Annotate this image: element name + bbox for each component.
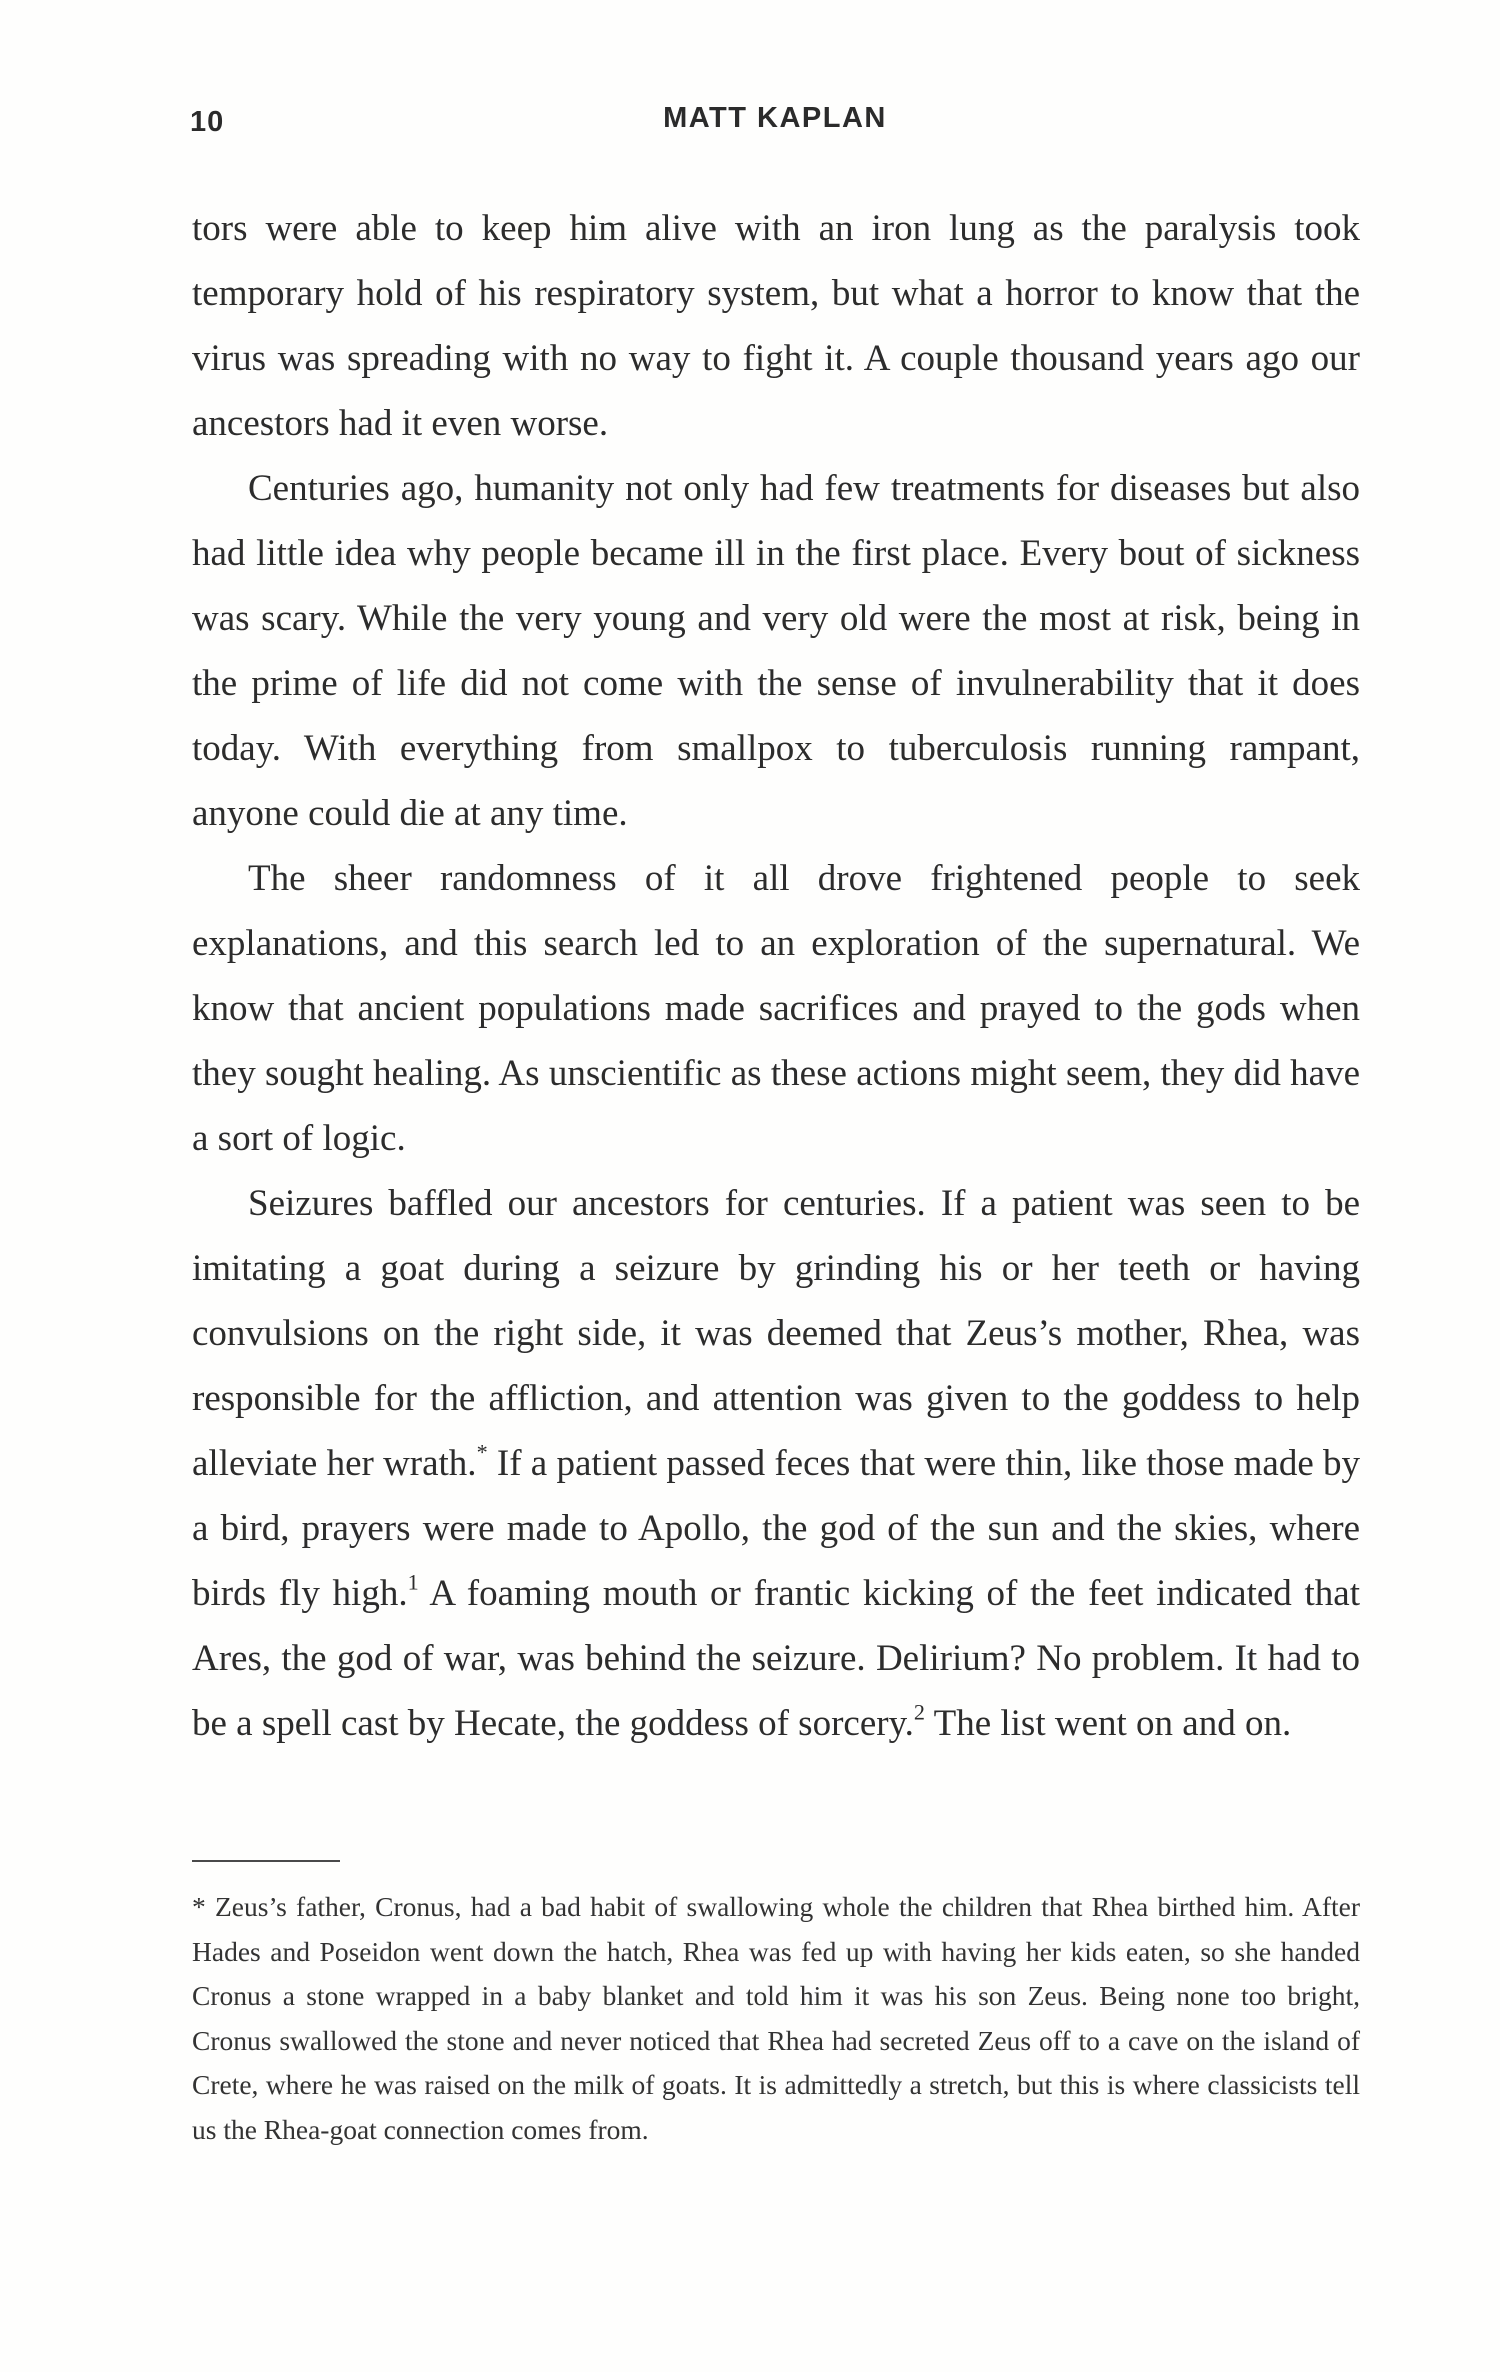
running-title: MATT KAPLAN [663,102,887,134]
footnote-divider [192,1860,340,1862]
paragraph-4 [192,1171,1360,1756]
paragraph-1: tors were able to keep him alive with an iron lung as the paralysis took temporary hold of his respiratory system, but what a horror to know that the virus was spreading with no way to fight it. A couple thousand years ago our ancestors had it even worse. [192,208,1360,444]
endnote-marker-2: 2 [913,1699,926,1725]
paragraph-4-part-3: A foaming mouth or frantic kicking of the feet indicated that Ares, the god of war, was behind the seizure. Delirium? No problem. It had to be a spell cast by Hecate, the goddess of sorcery. [192,1573,1360,1744]
footnote [192,1885,1360,2152]
page-header [190,96,1360,146]
footnote-marker-star: * [476,1439,488,1465]
body-text [192,196,1360,1756]
paragraph-4-part-4: The list went on and on. [925,1703,1292,1744]
paragraph-2: Centuries ago, humanity not only had few treatments for diseases but also had little idea why people became ill in the first place. Every bout of sickness was scary. While the very young and very old were the most at risk, being in the prime of life did not come with the sense of invulnerability that it does today. With everything from smallpox to tuberculosis running rampant, anyone could die at any time. [192,468,1360,834]
footnote-text: Zeus’s father, Cronus, had a bad habit of swallowing whole the children that Rhea birthed him. After Hades and Poseidon went down the hatch, Rhea was fed up with having her kids eaten, so she handed Cronus a stone wrapped in a baby blanket and told him it was his son Zeus. Being none too bright, Cronus swallowed the stone and never noticed that Rhea had secreted Zeus off to a cave on the island of Crete, where he was raised on the milk of goats. It is admittedly a stretch, but this is where classicists tell us the Rhea-goat connection comes from. [192,1891,1360,2145]
page-number: 10 [190,106,225,138]
paragraph-4-part-2: If a patient passed feces that were thin, like those made by a bird, prayers were made to Apollo, the god of the sun and the skies, where birds fly high. [192,1443,1361,1614]
paragraph-3: The sheer randomness of it all drove frightened people to seek explanations, and this search led to an exploration of the supernatural. We know that ancient populations made sacrifices and prayed to the gods when they sought healing. As unscientific as these actions might seem, they did have a sort of logic. [192,858,1360,1159]
paragraph-4-part-1: Seizures baffled our ancestors for centuries. If a patient was seen to be imitating a goat during a seizure by grinding his or her teeth or having convulsions on the right side, it was deemed that Zeus’s mother, Rhea, was responsible for the affliction, and attention was given to the goddess to help alleviate her wrath. [192,1183,1360,1484]
footnote-mark: * [192,1891,206,1922]
endnote-marker-1: 1 [407,1569,419,1595]
